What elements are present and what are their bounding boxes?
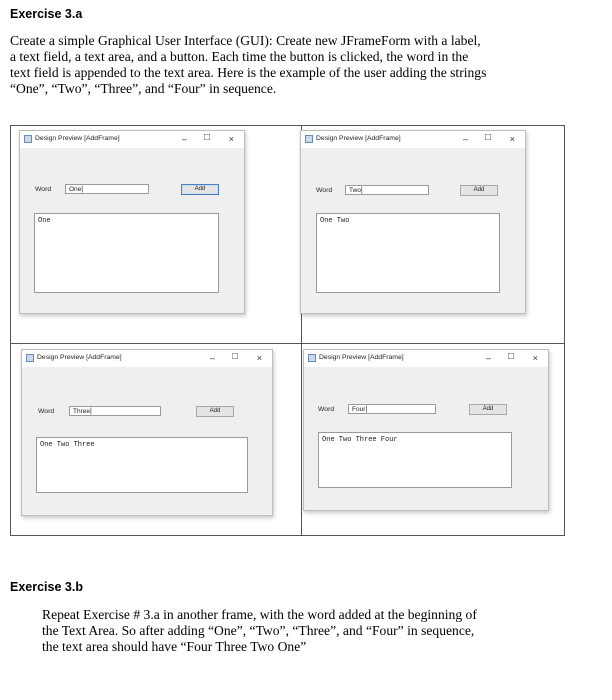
paragraph-line: text field is appended to the text area. Here is the example of the user adding the strings xyxy=(10,65,487,80)
add-button[interactable]: Add xyxy=(196,406,234,417)
maximize-icon[interactable]: □ xyxy=(203,132,210,143)
close-icon[interactable]: × xyxy=(532,353,538,363)
maximize-icon[interactable]: □ xyxy=(231,351,238,362)
window-title: Design Preview [AddFrame] xyxy=(319,354,404,361)
add-button[interactable]: Add xyxy=(469,404,507,415)
title-bar xyxy=(301,131,525,148)
design-preview-window-2 xyxy=(300,130,526,314)
minimize-icon[interactable]: – xyxy=(462,134,468,144)
minimize-icon[interactable]: – xyxy=(209,353,215,363)
output-text-area[interactable]: One Two xyxy=(316,213,500,293)
java-app-icon xyxy=(305,135,313,143)
word-label: Word xyxy=(318,406,335,413)
minimize-icon[interactable]: – xyxy=(181,134,187,144)
word-label: Word xyxy=(35,186,52,193)
java-app-icon xyxy=(24,135,32,143)
paragraph-line: Repeat Exercise # 3.a in another frame, with the word added at the beginning of xyxy=(42,607,477,622)
design-preview-window-3 xyxy=(21,349,273,516)
word-text-field[interactable]: Three | xyxy=(69,406,161,416)
word-text-field[interactable]: One | xyxy=(65,184,149,194)
output-text-area[interactable]: One Two Three Four xyxy=(318,432,512,488)
close-icon[interactable]: × xyxy=(509,134,515,144)
paragraph-line: Create a simple Graphical User Interface (GUI): Create new JFrameForm with a label, xyxy=(10,33,481,48)
output-text-area[interactable]: One xyxy=(34,213,219,293)
exercise-3a-heading: Exercise 3.a xyxy=(10,7,83,21)
word-text-field[interactable]: Two | xyxy=(345,185,429,195)
window-title: Design Preview [AddFrame] xyxy=(35,135,120,142)
word-label: Word xyxy=(38,408,55,415)
minimize-icon[interactable]: – xyxy=(485,353,491,363)
add-button[interactable]: Add xyxy=(460,185,498,196)
maximize-icon[interactable]: □ xyxy=(507,351,514,362)
maximize-icon[interactable]: □ xyxy=(484,132,491,143)
java-app-icon xyxy=(308,354,316,362)
example-screenshots-table xyxy=(10,125,565,536)
java-app-icon xyxy=(26,354,34,362)
window-title: Design Preview [AddFrame] xyxy=(316,135,401,142)
exercise-3b-heading: Exercise 3.b xyxy=(10,580,83,594)
title-bar xyxy=(304,350,548,367)
paragraph-line: a text field, a text area, and a button. Each time the button is clicked, the word in the xyxy=(10,49,469,64)
output-text-area[interactable]: One Two Three xyxy=(36,437,248,493)
close-icon[interactable]: × xyxy=(256,353,262,363)
window-title: Design Preview [AddFrame] xyxy=(37,354,122,361)
paragraph-line: the Text Area. So after adding “One”, “Two”, “Three”, and “Four” in sequence, xyxy=(42,623,475,638)
paragraph-line: the text area should have “Four Three Two One” xyxy=(42,639,307,654)
add-button[interactable]: Add xyxy=(181,184,219,195)
word-label: Word xyxy=(316,187,333,194)
paragraph-line: “One”, “Two”, “Three”, and “Four” in sequence. xyxy=(10,81,277,96)
word-text-field[interactable]: Four | xyxy=(348,404,436,414)
table-divider-horizontal xyxy=(11,343,564,344)
design-preview-window-1 xyxy=(19,130,245,314)
close-icon[interactable]: × xyxy=(228,134,234,144)
design-preview-window-4 xyxy=(303,349,549,511)
title-bar xyxy=(22,350,272,367)
title-bar xyxy=(20,131,244,148)
